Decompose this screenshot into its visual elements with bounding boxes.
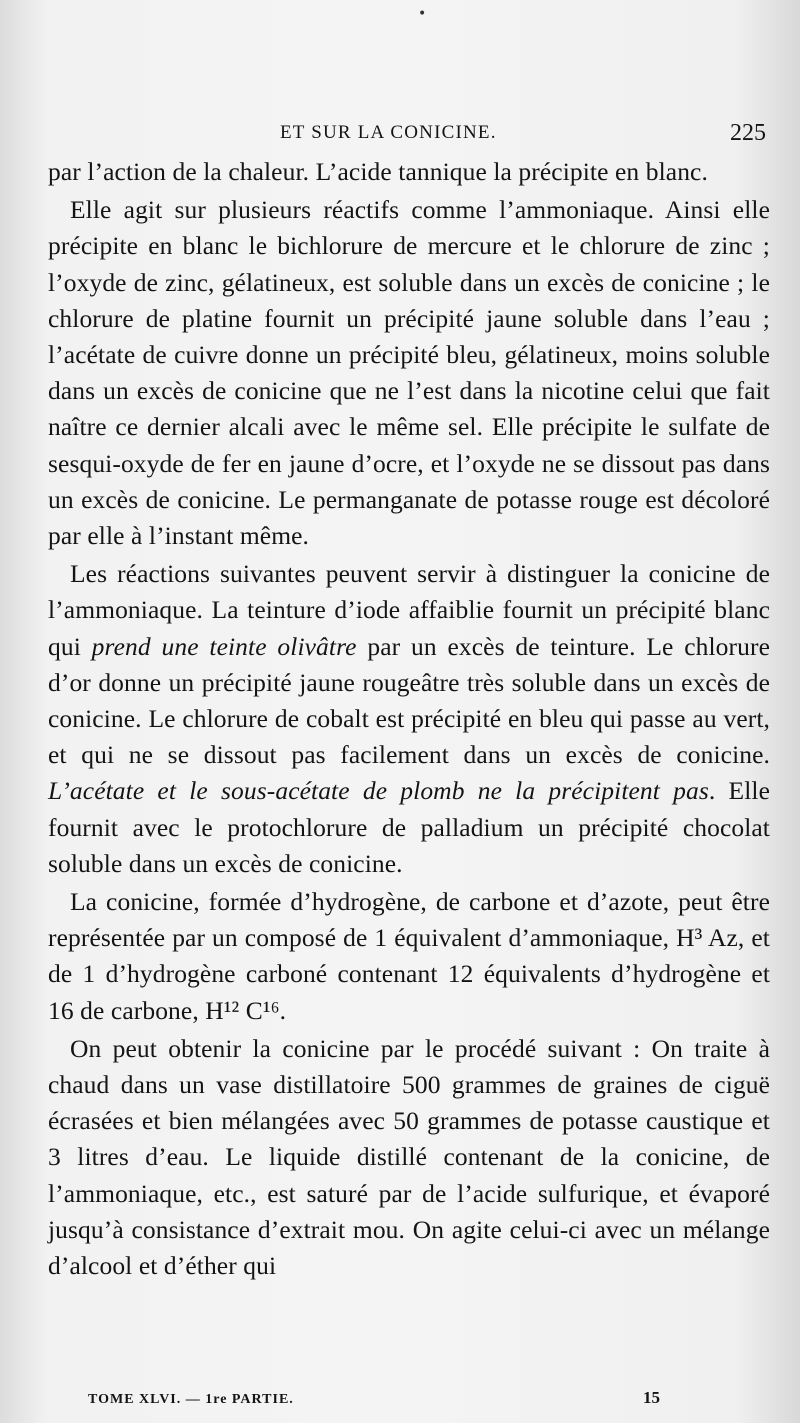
paragraph <box>48 884 770 1029</box>
footer-volume-line: TOME XLVI. — 1re PARTIE. <box>88 1392 294 1407</box>
body-text <box>48 154 770 1284</box>
page-number: 225 <box>730 120 766 146</box>
italic-phrase: L’acétate et le sous-acétate de plomb ne la précipitent pas <box>48 776 709 806</box>
page-header <box>48 122 770 152</box>
ink-speck: • <box>418 6 427 22</box>
text-run: La conicine, formée d’hydrogène, de carbone et d’azote, peut être représentée par un composé de 1 équivalent d’ammoniaque, H³ Az, et de 1 d’hydrogène carboné contenant 12 équivalents d’hydrogène et 16 de carbone, H¹² C¹⁶. <box>48 887 770 1025</box>
text-run: Elle agit sur plusieurs réactifs comme l’ammoniaque. Ainsi elle précipite en blanc le bichlorure de mercure et le chlorure de zinc ; l’oxyde de zinc, gélatineux, est soluble dans un excès de conicine ; le chlorure de platine fournit un précipité jaune soluble dans l’eau ; l’acétate de cuivre donne un précipité bleu, gélatineux, moins soluble dans un excès de conicine que ne l’est dans la nicotine celui que fait naître ce dernier alcali avec le même sel. Elle précipite le sulfate de sesqui-oxyde de fer en jaune d’ocre, et l’oxyde ne se dissout pas dans un excès de conicine. Le permanganate de potasse rouge est décoloré par elle à l’instant même. <box>48 195 770 551</box>
text-run: On peut obtenir la conicine par le procédé suivant : On traite à chaud dans un vase distillatoire 500 grammes de graines de ciguë écrasées et bien mélangées avec 50 grammes de potasse caustique et 3 litres d’eau. Le liquide distillé contenant de la conicine, de l’ammoniaque, etc., est saturé par de l’acide sulfurique, et évaporé jusqu’à consistance d’extrait mou. On agite celui-ci avec un mélange d’alcool et d’éther qui <box>48 1033 770 1281</box>
text-run: Les réactions suivantes peuvent servir à distinguer la conicine de l’ammoniaque. La teinture d’iode affaiblie fournit un précipité blanc qui <box>48 559 770 661</box>
paragraph <box>48 154 770 190</box>
paragraph <box>48 1031 770 1284</box>
paragraph <box>48 556 770 882</box>
text-run: par l’action de la chaleur. L’acide tannique la précipite en blanc. <box>48 157 708 186</box>
text-run: . Elle fournit avec le protochlorure de palladium un précipité chocolat soluble dans un excès de conicine. <box>48 776 770 878</box>
signature-mark: 15 <box>643 1388 660 1407</box>
paragraph <box>48 192 770 554</box>
italic-phrase: prend une teinte olivâtre <box>91 631 357 661</box>
text-run: par un excès de teinture. Le chlorure d’or donne un précipité jaune rougeâtre très soluble dans un excès de conicine. Le chlorure de cobalt est précipité en bleu qui passe au vert, et qui ne se dissout pas facilement dans un excès de conicine. <box>48 631 770 770</box>
running-title: ET SUR LA CONICINE. <box>280 122 497 143</box>
